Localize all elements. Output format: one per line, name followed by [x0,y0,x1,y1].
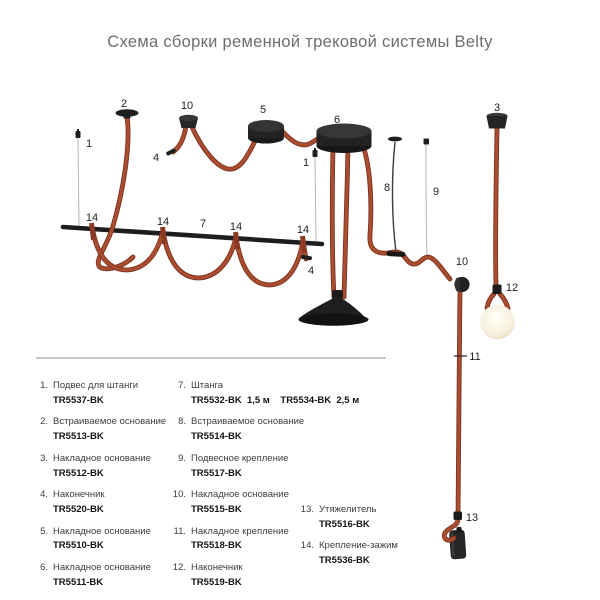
legend-item-number: 6. [40,562,48,574]
callout-label: 3 [493,102,501,114]
legend-column [37,379,177,598]
legend-item-number: 8. [178,416,186,428]
legend-item-name: Наконечник [191,562,243,574]
legend-item-code: TR5512-BK [53,467,104,479]
legend-item-number: 13. [300,504,314,515]
pendant-mount-wire-9 [426,145,427,257]
clamp-14 [236,232,238,249]
callout-label: 9 [432,186,440,198]
legend-item-code: TR5520-BK [53,504,104,516]
surface-base-10-right-cap [455,278,460,292]
legend-item [37,561,177,590]
callout-label: 11 [469,351,481,363]
legend-column [298,379,413,576]
legend-item-name: Накладное основание [53,525,151,537]
callout-label: 14 [85,212,99,224]
legend-item-number: 11. [173,525,186,537]
callout-label: 13 [465,512,479,524]
legend-item-number: 1. [40,380,48,391]
callout-label: 10 [180,100,194,112]
callout-label: 1 [302,157,310,169]
legend-item-code: TR5517-BK [191,467,242,479]
legend-item [298,539,413,568]
legend-item [37,452,177,481]
legend-item-name: Штанга [191,380,224,391]
legend-item-name: Утяжелитель [319,504,377,515]
legend-item-number: 7. [178,380,186,391]
legend-item-number: 9. [178,452,186,464]
clamp-14 [92,223,94,240]
callout-label: 10 [455,256,469,268]
callout-label: 5 [259,104,267,116]
pendant-mount-9-top [424,139,430,145]
belt-clamp-13 [454,512,463,521]
legend-item-code: TR5513-BK [53,431,104,443]
surface-base-3-body [487,116,508,129]
legend-item-name: Подвесное крепление [191,452,289,464]
pendant-mount-8-clamp [386,251,405,257]
legend-item-number: 3. [40,452,48,464]
legend-item-number: 4. [40,489,48,501]
legend-item [37,415,177,444]
legend-item-name: Встраиваемое основание [191,416,305,428]
track-rod [63,227,322,244]
legend-item [298,503,413,532]
legend-item-code: TR5519-BK [191,576,242,588]
rod-hanger-fitting-left [76,131,81,138]
callout-label: 12 [505,282,519,294]
legend-item-number: 2. [40,416,48,428]
callout-label: 7 [199,218,207,230]
legend-item-name: Накладное крепление [191,525,289,537]
legend-item-name: Встраиваемое основание [53,416,167,428]
suspension-wire-right [315,157,316,242]
legend-item-name: Накладное основание [53,562,151,574]
legend-item-code: TR5510-BK [53,540,104,552]
legend-item-code: TR5518-BK [191,540,242,552]
clamp-14 [163,227,165,244]
legend-item-number: 10. [172,489,186,501]
callout-label: 4 [152,152,160,164]
legend-item-name: Накладное основание [53,452,151,464]
callout-label: 14 [156,216,170,228]
legend-item-code: TR5516-BK [319,518,370,530]
legend-item-name: Крепление-зажим [319,540,398,552]
surface-base-10-top-cap [179,115,198,121]
legend-item-code: TR5537-BK [53,394,104,406]
cone-lamp-rim [299,313,369,325]
legend-item-code: TR5536-BK [319,555,370,567]
rod-hanger-pin-right [314,148,316,150]
recessed-base-8-top [388,137,402,142]
legend-item-name: Накладное основание [191,489,289,501]
rod-hanger-fitting-right [313,150,318,157]
rod-hanger-pin-left [77,129,79,131]
weight-assembly [444,512,466,560]
legend-item-name: Подвес для штанги [53,380,139,391]
callout-label: 4 [307,265,315,277]
legend-item-code: TR5532-BK 1,5 м TR5534-BK 2,5 м [191,394,360,406]
legend-item [37,379,177,408]
callout-label: 2 [120,98,128,110]
legend-item-code: TR5514-BK [191,431,242,443]
pendant-mount-wire-8 [392,142,396,252]
callout-label: 8 [383,182,391,194]
callout-label: 6 [333,114,341,126]
legend-item-code: TR5511-BK [53,576,104,588]
recessed-base-2-stem [124,115,131,119]
ball-lamp [480,305,514,339]
page-title: Схема сборки ременной трековой системы Belty [107,33,493,51]
callout-label: 1 [85,138,93,150]
belt-tip-12 [493,285,502,295]
legend-item [37,488,177,517]
surface-base-5-top [248,120,284,132]
legend-item-number: 14. [300,540,314,552]
legend-item [37,525,177,554]
legend-item-code: TR5515-BK [191,504,242,516]
legend-item-number: 5. [40,525,48,537]
clamp-14 [303,236,305,253]
cone-lamp [299,290,369,326]
legend-item-number: 12. [172,562,186,574]
legend-divider [36,357,386,359]
belt-tip-4-left [166,148,177,156]
weight-13-notch [457,527,462,533]
callout-label: 14 [296,224,310,236]
legend-item-name: Наконечник [53,489,105,501]
suspension-wire-left [78,138,79,227]
callout-label: 14 [229,221,243,233]
surface-base-6-top [317,124,372,139]
